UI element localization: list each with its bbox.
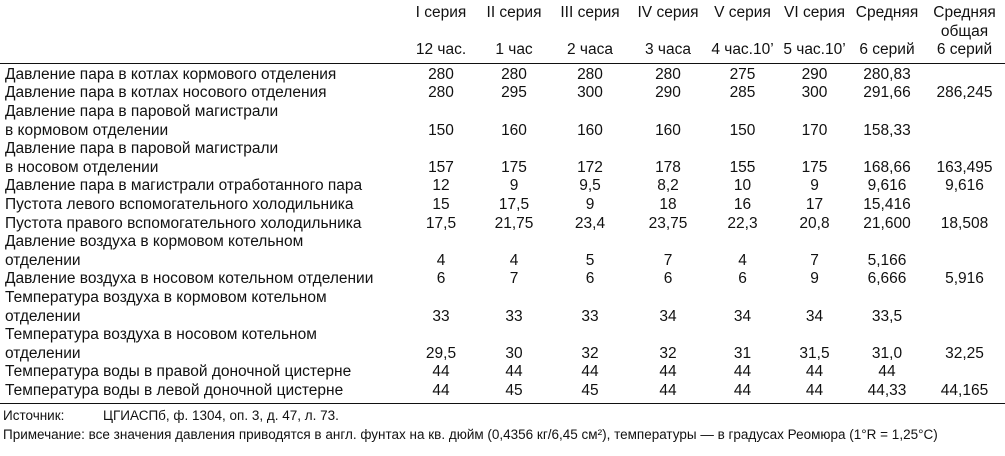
series-value-cell: 44 xyxy=(805,363,824,381)
series-value-cell: 17,5 xyxy=(425,214,457,232)
series-value-cell: 34 xyxy=(733,307,752,325)
parameter-label-line: Давление воздуха в носовом котельном отделении xyxy=(5,270,374,288)
table-body xyxy=(0,63,1005,404)
duration-header: 5 час.10’ xyxy=(779,41,850,63)
series-value-cell: 295 xyxy=(501,84,527,102)
series-value-cell: 22,3 xyxy=(727,214,758,232)
general-average-value-cell: 163,495 xyxy=(936,158,993,176)
series-value-cell: 280 xyxy=(428,65,454,83)
table-row xyxy=(0,177,1005,196)
series-value-cell: 9 xyxy=(810,177,819,195)
series-value-cell: 6 xyxy=(738,270,747,288)
table-row xyxy=(0,289,1005,326)
average-value-cell: 21,600 xyxy=(863,214,911,232)
series-value-cell: 34 xyxy=(659,307,677,325)
series-value-cell: 9 xyxy=(585,195,595,213)
average-value-cell: 44 xyxy=(878,363,896,381)
duration-header: 12 час. xyxy=(404,41,478,63)
table-row xyxy=(0,233,1005,270)
table-row xyxy=(0,103,1005,140)
average-value-cell: 6,666 xyxy=(867,270,907,288)
series-value-cell: 6 xyxy=(663,270,673,288)
parameter-label-line: Давление пара в паровой магистрали xyxy=(5,140,279,158)
average-value-cell: 33,5 xyxy=(871,307,903,325)
series-value-cell: 175 xyxy=(501,158,527,176)
series-value-cell: 285 xyxy=(729,84,756,102)
series-value-cell: 23,75 xyxy=(648,214,688,232)
series-value-cell: 33 xyxy=(581,307,599,325)
parameter-cell xyxy=(0,233,404,270)
parameter-cell xyxy=(0,84,404,103)
average-value-cell: 15,416 xyxy=(863,195,911,213)
average-value-cell: 9,616 xyxy=(867,177,907,195)
general-average-subheader: 6 серий xyxy=(924,41,1005,63)
series-value-cell: 155 xyxy=(729,158,756,176)
series-value-cell: 17,5 xyxy=(498,195,530,213)
duration-header: 3 часа xyxy=(630,41,706,63)
series-value-cell: 7 xyxy=(810,251,819,269)
series-value-cell: 150 xyxy=(428,121,454,139)
series-value-cell: 175 xyxy=(801,158,828,176)
parameter-label-line: Температура воды в левой доночной цистерне xyxy=(5,381,344,399)
series-value-cell: 300 xyxy=(577,84,603,102)
series-value-cell: 20,8 xyxy=(799,214,830,232)
parameter-label-line: Температура воздуха в кормовом котельном xyxy=(5,288,327,306)
series-value-cell: 44 xyxy=(659,363,677,381)
table-row xyxy=(0,140,1005,177)
table-header xyxy=(0,0,1005,63)
series-value-cell: 275 xyxy=(729,65,756,83)
parameter-label-line: в носовом отделении xyxy=(5,158,159,176)
series-value-cell: 15 xyxy=(432,195,450,213)
average-value-cell: 168,66 xyxy=(863,158,911,176)
series-header: IV серия xyxy=(637,4,699,21)
table-row xyxy=(0,84,1005,103)
series-value-cell: 44 xyxy=(581,363,599,381)
series-value-cell: 150 xyxy=(729,121,756,139)
series-value-cell: 5 xyxy=(585,251,595,269)
series-header: V серия xyxy=(714,4,771,21)
remark-note: Примечание: все значения давления приводятся в англ. фунтах на кв. дюйм (0,4356 кг/6,45 см²), температуры — в градусах Реомюра (1°R = 1,25°C) xyxy=(3,427,938,442)
series-value-cell: 280 xyxy=(428,84,454,102)
table-row xyxy=(0,215,1005,234)
parameter-label-line: Температура воздуха в носовом котельном xyxy=(5,326,317,344)
parameter-label-line: Давление пара в магистрали отработанного пара xyxy=(5,177,363,195)
general-average-value-cell xyxy=(924,363,1005,382)
series-value-cell: 44 xyxy=(733,363,752,381)
parameter-cell xyxy=(0,196,404,215)
parameter-cell xyxy=(0,363,404,382)
duration-header: 1 час xyxy=(478,41,550,63)
series-value-cell: 7 xyxy=(509,270,519,288)
general-average-value-cell xyxy=(924,196,1005,215)
average-value-cell: 31,0 xyxy=(871,344,903,362)
general-average-value-cell: 32,25 xyxy=(945,344,984,362)
series-value-cell: 44 xyxy=(779,382,850,404)
general-average-value-cell: 44,165 xyxy=(924,382,1005,404)
series-value-cell: 290 xyxy=(655,84,681,102)
parameter-label-line: Давление пара в котлах кормового отделения xyxy=(5,65,337,83)
table-row xyxy=(0,270,1005,289)
series-value-cell: 44 xyxy=(630,382,706,404)
general-average-value-cell: 9,616 xyxy=(945,177,984,195)
series-value-cell: 170 xyxy=(801,121,828,139)
series-value-cell: 157 xyxy=(428,158,454,176)
series-value-cell: 290 xyxy=(801,65,828,83)
parameter-cell xyxy=(0,215,404,234)
series-value-cell: 45 xyxy=(478,382,550,404)
parameter-label-line: Пустота правого вспомогательного холодильника xyxy=(5,214,362,232)
average-header: Средняя xyxy=(855,4,919,21)
parameter-label-line: Давление пара в котлах носового отделения xyxy=(5,84,327,102)
series-value-cell: 300 xyxy=(801,84,828,102)
general-average-value-cell xyxy=(924,63,1005,84)
series-value-cell: 160 xyxy=(501,121,527,139)
series-value-cell: 44 xyxy=(505,363,523,381)
table-row xyxy=(0,363,1005,382)
series-value-cell: 172 xyxy=(577,158,603,176)
series-value-cell: 32 xyxy=(581,344,599,362)
series-value-cell: 45 xyxy=(550,382,630,404)
table-row xyxy=(0,63,1005,84)
parameter-cell xyxy=(0,177,404,196)
parameter-label-line: Давление воздуха в кормовом котельном xyxy=(5,233,304,251)
general-average-header-line: общая xyxy=(940,22,989,40)
series-value-cell: 21,75 xyxy=(494,214,534,232)
series-value-cell: 9,5 xyxy=(579,177,601,195)
parameter-cell xyxy=(0,103,404,140)
series-value-cell: 44 xyxy=(706,382,779,404)
parameter-label-line: Давление пара в паровой магистрали xyxy=(5,102,279,120)
duration-header: 2 часа xyxy=(550,41,630,63)
general-average-value-cell: 5,916 xyxy=(945,270,984,288)
parameter-label-line: Температура воды в правой доночной цистерне xyxy=(5,363,352,381)
general-average-value-cell xyxy=(924,103,1005,140)
series-value-cell: 6 xyxy=(436,270,446,288)
series-value-cell: 8,2 xyxy=(657,177,679,195)
series-value-cell: 4 xyxy=(738,251,747,269)
parameter-label-line: в кормовом отделении xyxy=(5,121,169,139)
series-value-cell: 10 xyxy=(733,177,752,195)
series-value-cell: 280 xyxy=(577,65,603,83)
parameter-cell xyxy=(0,63,404,84)
series-value-cell: 160 xyxy=(655,121,681,139)
series-value-cell: 12 xyxy=(432,177,450,195)
average-value-cell: 44,33 xyxy=(850,382,924,404)
series-value-cell: 16 xyxy=(733,195,752,213)
series-value-cell: 9 xyxy=(810,270,819,288)
parameter-cell xyxy=(0,326,404,363)
series-value-cell: 31,5 xyxy=(799,344,830,362)
source-note xyxy=(3,406,938,425)
parameter-label-line: Пустота левого вспомогательного холодильника xyxy=(5,195,354,213)
series-value-cell: 9 xyxy=(509,177,519,195)
average-subheader: 6 серий xyxy=(850,41,924,63)
general-average-header xyxy=(924,0,1005,41)
series-value-cell: 23,4 xyxy=(574,214,606,232)
average-value-cell: 158,33 xyxy=(863,121,911,139)
series-value-cell: 178 xyxy=(655,158,681,176)
series-value-cell: 4 xyxy=(509,251,519,269)
general-average-value-cell: 286,245 xyxy=(936,84,993,102)
table-row xyxy=(0,196,1005,215)
series-value-cell: 29,5 xyxy=(425,344,457,362)
series-value-cell: 44 xyxy=(432,363,450,381)
duration-header: 4 час.10’ xyxy=(706,41,779,63)
parameter-cell xyxy=(0,270,404,289)
general-average-value-cell xyxy=(924,289,1005,326)
average-value-cell: 5,166 xyxy=(867,251,907,269)
header-blank xyxy=(0,41,404,63)
general-average-value-cell xyxy=(924,233,1005,270)
table-row xyxy=(0,326,1005,363)
series-value-cell: 33 xyxy=(505,307,523,325)
series-header: VI серия xyxy=(784,4,845,21)
table-row xyxy=(0,382,1005,404)
parameter-label-line: отделении xyxy=(5,307,81,325)
series-value-cell: 7 xyxy=(663,251,673,269)
series-value-cell: 34 xyxy=(805,307,824,325)
series-value-cell: 4 xyxy=(436,251,446,269)
header-blank xyxy=(0,0,404,41)
series-value-cell: 44 xyxy=(404,382,478,404)
general-average-value-cell: 18,508 xyxy=(940,214,989,232)
series-value-cell: 280 xyxy=(501,65,527,83)
source-label: Источник: xyxy=(3,408,65,423)
series-value-cell: 160 xyxy=(577,121,603,139)
parameter-label-line: отделении xyxy=(5,344,81,362)
series-value-cell: 31 xyxy=(733,344,752,362)
series-header: III серия xyxy=(560,4,620,21)
series-value-cell: 17 xyxy=(805,195,824,213)
average-value-cell: 291,66 xyxy=(863,84,911,102)
general-average-header-line: Средняя xyxy=(933,4,996,21)
series-header: I серия xyxy=(415,4,467,21)
average-value-cell: 280,83 xyxy=(863,65,911,83)
series-value-cell: 33 xyxy=(432,307,450,325)
series-value-cell: 18 xyxy=(659,195,677,213)
series-value-cell: 32 xyxy=(659,344,677,362)
parameter-cell xyxy=(0,289,404,326)
parameter-cell xyxy=(0,140,404,177)
table-notes xyxy=(3,406,938,444)
parameter-label-line: отделении xyxy=(5,251,81,269)
series-value-cell: 280 xyxy=(655,65,681,83)
series-header: II серия xyxy=(486,4,542,21)
source-text: ЦГИАСПб, ф. 1304, оп. 3, д. 47, л. 73. xyxy=(103,408,339,423)
series-value-cell: 30 xyxy=(505,344,523,362)
parameter-cell xyxy=(0,382,404,404)
series-value-cell: 6 xyxy=(585,270,595,288)
